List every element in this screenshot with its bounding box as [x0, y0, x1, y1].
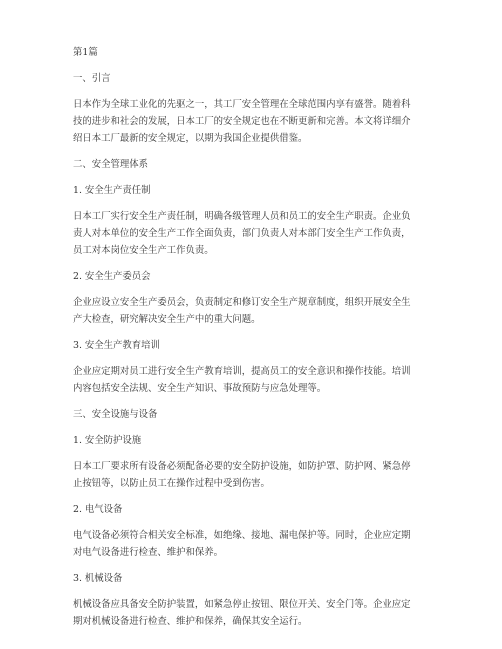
paragraph-intro: [73, 96, 433, 147]
subsection-heading-training: 3. 安全生产教育培训: [73, 340, 160, 351]
paragraph-line: 绍日本工厂最新的安全规定，以期为我国企业提供借鉴。: [73, 133, 308, 144]
paragraph-training: [73, 363, 433, 397]
paragraph-line: 止按钮等，以防止员工在操作过程中受到伤害。: [73, 478, 270, 489]
paragraph-line: 责人对本单位的安全生产工作全面负责，部门负责人对本部门安全生产工作负责，: [73, 228, 411, 239]
section-heading-intro: 一、引言: [73, 73, 111, 84]
paragraph-line: 日本作为全球工业化的先驱之一，其工厂安全管理在全球范围内享有盛誉。随着科: [73, 99, 411, 110]
paragraph-line: 日本工厂要求所有设备必须配备必要的安全防护设施，如防护罩、防护网、紧急停: [73, 461, 411, 472]
document-content: [73, 44, 433, 630]
paragraph-line: 技的进步和社会的发展，日本工厂的安全规定也在不断更新和完善。本文将详细介: [73, 116, 411, 127]
subsection-heading-electrical: 2. 电气设备: [73, 504, 123, 515]
subsection-heading-protection: 1. 安全防护设施: [73, 435, 142, 446]
subsection-heading-responsibility: 1. 安全生产责任制: [73, 185, 151, 196]
section-heading-management-system: 二、安全管理体系: [73, 159, 149, 170]
paragraph-line: 电气设备必须符合相关安全标准，如绝缘、接地、漏电保护等。同时，企业应定期: [73, 530, 411, 541]
paragraph-protection: [73, 458, 433, 492]
paragraph-line: 日本工厂实行安全生产责任制，明确各级管理人员和员工的安全生产职责。企业负: [73, 211, 411, 222]
section-heading-facilities: 三、安全设施与设备: [73, 409, 158, 420]
paragraph-electrical: [73, 527, 433, 561]
subsection-heading-committee: 2. 安全生产委员会: [73, 271, 151, 282]
paragraph-responsibility: [73, 208, 433, 259]
subsection-heading-mechanical: 3. 机械设备: [73, 573, 123, 584]
page-label: 第1篇: [73, 47, 98, 58]
paragraph-committee: [73, 294, 433, 328]
paragraph-line: 期对机械设备进行检查、维护和保养，确保其安全运行。: [73, 616, 308, 627]
paragraph-mechanical: [73, 596, 433, 630]
paragraph-line: 企业应定期对员工进行安全生产教育培训，提高员工的安全意识和操作技能。培训: [73, 366, 411, 377]
paragraph-line: 机械设备应具备安全防护装置，如紧急停止按钮、限位开关、安全门等。企业应定: [73, 599, 411, 610]
paragraph-line: 员工对本岗位安全生产工作负责。: [73, 245, 214, 256]
paragraph-line: 产大检查，研究解决安全生产中的重大问题。: [73, 314, 261, 325]
paragraph-line: 企业应设立安全生产委员会，负责制定和修订安全生产规章制度，组织开展安全生: [73, 297, 411, 308]
paragraph-line: 内容包括安全法规、安全生产知识、事故预防与应急处理等。: [73, 383, 327, 394]
paragraph-line: 对电气设备进行检查、维护和保养。: [73, 547, 224, 558]
